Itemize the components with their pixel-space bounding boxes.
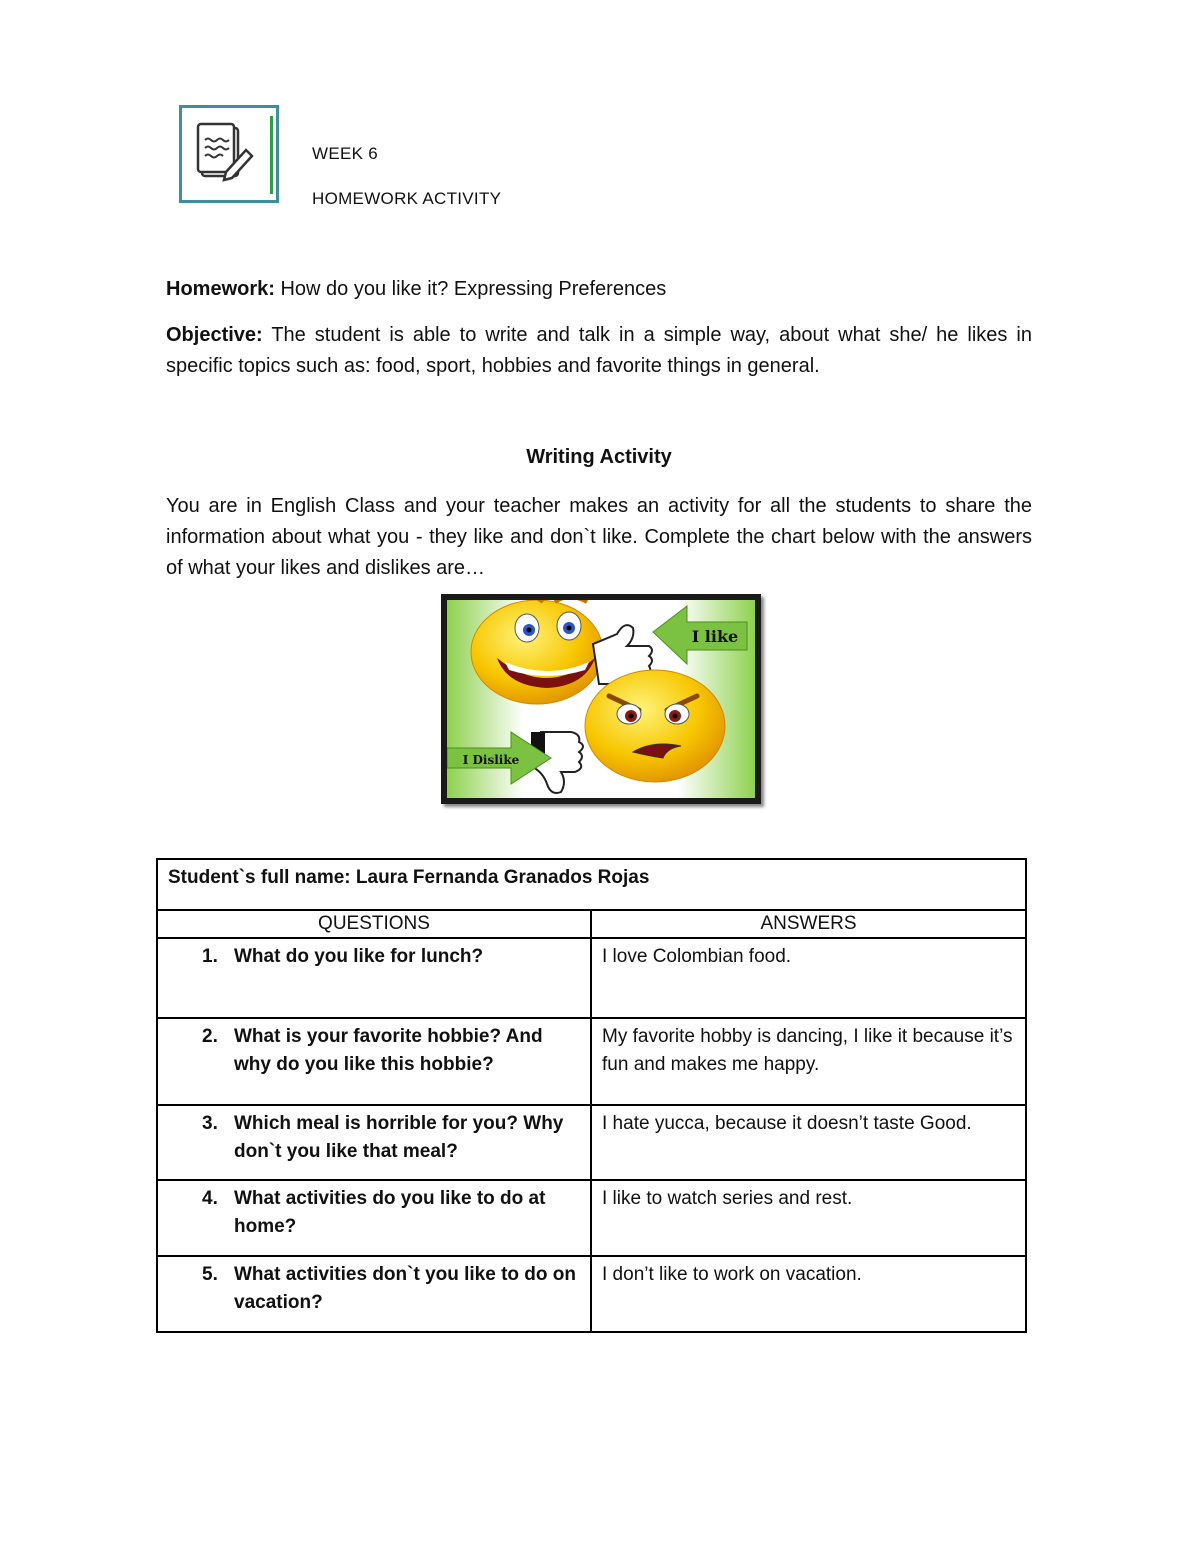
objective-label: Objective: xyxy=(166,324,263,346)
answer-cell: My favorite hobby is dancing, I like it because it’s fun and makes me happy. xyxy=(591,1018,1026,1105)
like-dislike-illustration xyxy=(441,594,761,804)
logo-accent-bar xyxy=(270,116,273,194)
question-text: What is your favorite hobbie? And why do you like this hobbie? xyxy=(234,1026,543,1075)
homework-text: How do you like it? Expressing Preferences xyxy=(280,278,667,300)
homework-activity-label: HOMEWORK ACTIVITY xyxy=(312,189,502,208)
question-cell xyxy=(157,1256,591,1332)
question-cell xyxy=(157,1018,591,1105)
likes-dislikes-chart xyxy=(156,858,1027,1333)
answer-cell: I love Colombian food. xyxy=(591,938,1026,1018)
question-number: 5. xyxy=(202,1264,218,1285)
table-row xyxy=(157,938,1026,1018)
table-row xyxy=(157,1180,1026,1256)
objective-paragraph xyxy=(166,320,1032,382)
question-text: What activities don`t you like to do on vacation? xyxy=(234,1264,577,1313)
header-row xyxy=(157,910,1026,938)
answers-header: ANSWERS xyxy=(591,910,1026,938)
question-number: 3. xyxy=(202,1113,218,1134)
week-label: WEEK 6 xyxy=(312,144,379,163)
question-text: Which meal is horrible for you? Why don`t you like that meal? xyxy=(234,1113,564,1162)
table-row xyxy=(157,1256,1026,1332)
student-name-row xyxy=(157,859,1026,910)
question-cell xyxy=(157,1180,591,1256)
answer-cell: I don’t like to work on vacation. xyxy=(591,1256,1026,1332)
homework-logo xyxy=(179,105,279,203)
student-name-cell: Student`s full name: Laura Fernanda Granados Rojas xyxy=(157,859,1026,910)
objective-text: The student is able to write and talk in a simple way, about what she/ he likes in specific topics such as: food, sport, hobbies and favorite things in general. xyxy=(166,324,1032,377)
answer-cell: I like to watch series and rest. xyxy=(591,1180,1026,1256)
table-row xyxy=(157,1018,1026,1105)
table-row xyxy=(157,1105,1026,1180)
question-cell xyxy=(157,1105,591,1180)
question-number: 4. xyxy=(202,1188,218,1209)
happy-smiley-icon xyxy=(471,600,603,704)
like-arrow-label: I like xyxy=(691,627,739,646)
homework-label: Homework: xyxy=(166,278,275,300)
dislike-arrow-label: I Dislike xyxy=(462,753,520,767)
question-text: What activities do you like to do at home? xyxy=(234,1188,546,1237)
section-title: Writing Activity xyxy=(526,446,672,468)
answer-cell: I hate yucca, because it doesn’t taste Good. xyxy=(591,1105,1026,1180)
angry-smiley-icon xyxy=(585,670,725,782)
questions-header: QUESTIONS xyxy=(157,910,591,938)
question-number: 2. xyxy=(202,1026,218,1047)
question-cell xyxy=(157,938,591,1018)
question-number: 1. xyxy=(202,946,218,967)
question-text: What do you like for lunch? xyxy=(234,946,484,967)
instructions-paragraph: You are in English Class and your teacher makes an activity for all the students to share the information about what you - they like and don`t like. Complete the chart below with the answers of what your likes and dislikes are… xyxy=(166,495,1032,579)
notepad-pencil-icon xyxy=(196,122,256,188)
homework-line xyxy=(166,274,1032,305)
